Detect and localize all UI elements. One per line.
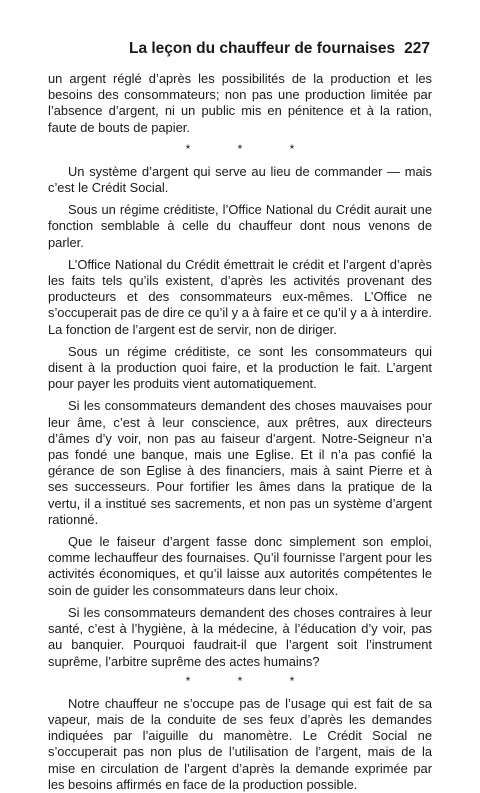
paragraph: un argent réglé d’après les possibilités de la production et les besoins des consommateurs; non pas une production limitée par l’absence d’argent, ni un public mis en pénitence et à la ration, faute de bouts de papier. bbox=[48, 71, 432, 135]
paragraph: Sous un régime créditiste, l’Office National du Crédit aurait une fonction semblable à celle du chauffeur dont nous venons de parler. bbox=[48, 202, 432, 250]
paragraph: Sous un régime créditiste, ce sont les consommateurs qui disent à la production quoi faire, et la production le fait. L’argent pour payer les produits vient automatiquement. bbox=[48, 343, 432, 392]
paragraph: L’Office National du Crédit émettrait le crédit et l’argent d’après les faits tels qu’ils existent, d’après les activités provenant des producteurs et des consommateurs eux-mêmes. L’Office ne s’occuperait pas de dire ce qu’il y a à faire et ce qu’il y a à interdire. La fonction de l’argent est de servir, non de diriger. bbox=[48, 256, 432, 337]
section-separator: * * * bbox=[185, 673, 317, 688]
page-body bbox=[48, 71, 432, 793]
paragraph: Notre chauffeur ne s’occupe pas de l’usage qui est fait de sa vapeur, mais de la conduite de ses feux d’après les demandes indiquées par l’aiguille du manomètre. Le Crédit Social ne s’occuperait pas non plus de l’utilisation de l’argent, mais de la mise en circulation de l’argent d’après la demande exprimée par les besoins affirmés en face de la production possible. bbox=[48, 695, 432, 792]
paragraph: Si les consommateurs demandent des choses contraires à leur santé, c’est à l’hygiène, à la médecine, à l’éducation d’y voir, pas au banquier. Pourquoi faudrait-il que l’argent soit l’instrument suprême, l’arbitre suprême des actes humains? bbox=[48, 604, 432, 669]
running-title: La leçon du chauffeur de fournaises bbox=[128, 40, 396, 57]
paragraph: Que le faiseur d’argent fasse donc simplement son emploi, comme lechauffeur des fournaises. Qu’il fournisse l’argent pour les activités économiques, et qu’il laisse aux autorités compétentes le soin de guider les consommateurs dans leur choix. bbox=[48, 534, 432, 598]
running-header bbox=[48, 40, 430, 58]
paragraph: Si les consommateurs demandent des choses mauvaises pour leur âme, c’est à leur conscience, aux prêtres, aux directeurs d’âmes d’y voir, non pas au faiseur d’argent. Notre-Seigneur n’a pas fondé une banque, mais une Eglise. Et il n’a pas confié la gérance de son Eglise à des financiers, mais à saint Pierre et à ses successeurs. Pour fortifier les âmes dans la pratique de la vertu, il a institué ses sacrements, et non pas un système d’argent rationné. bbox=[48, 398, 432, 527]
section-separator: * * * bbox=[185, 141, 317, 156]
paragraph: Un système d’argent qui serve au lieu de commander — mais c’est le Crédit Social. bbox=[48, 163, 432, 196]
page-number: 227 bbox=[404, 40, 430, 57]
